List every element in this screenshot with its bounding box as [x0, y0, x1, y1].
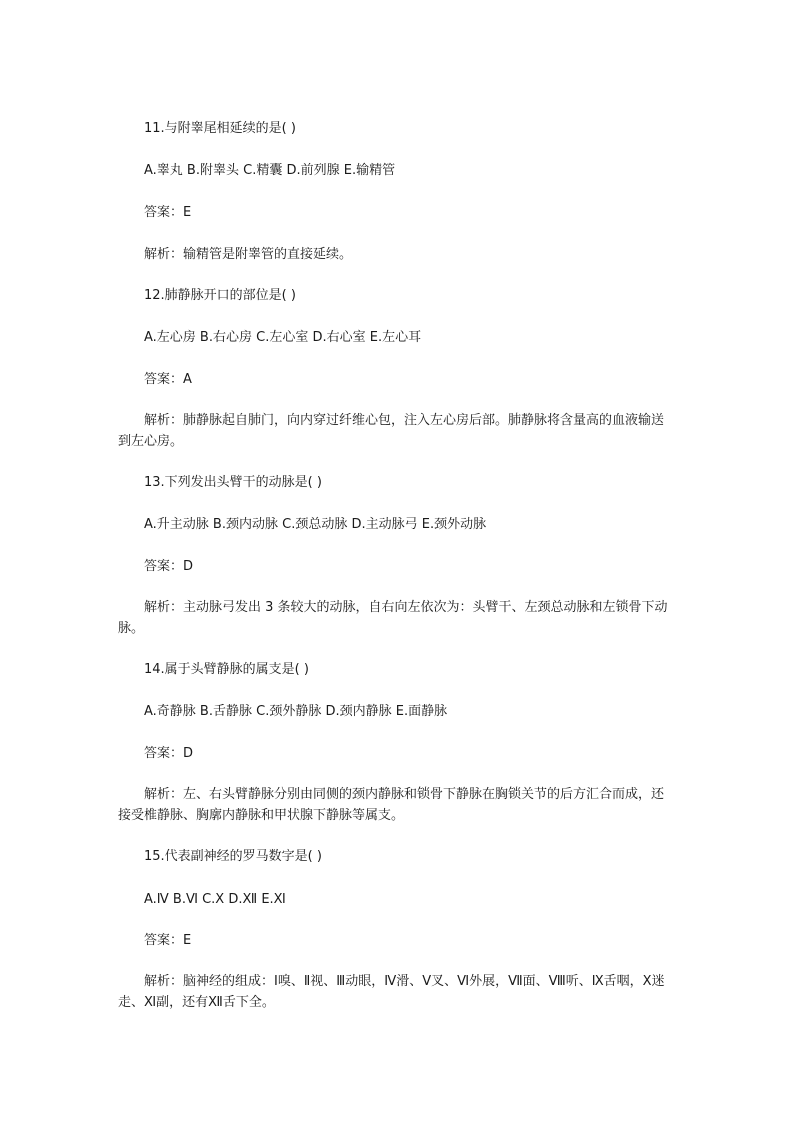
question-answer: 答案：D	[144, 559, 194, 574]
question-analysis: 解析：脑神经的组成：Ⅰ嗅、Ⅱ视、Ⅲ动眼，Ⅳ滑、Ⅴ叉、Ⅵ外展，Ⅶ面、Ⅷ听、Ⅸ舌咽，Ⅹ迷走、Ⅺ副，还有Ⅻ舌下全。	[118, 974, 665, 1010]
question-options: A.睾丸 B.附睾头 C.精囊 D.前列腺 E.输精管	[144, 163, 396, 178]
question-answer: 答案：E	[144, 933, 192, 948]
question-answer: 答案：E	[144, 205, 192, 220]
question-options: A.左心房 B.右心房 C.左心室 D.右心室 E.左心耳	[144, 330, 422, 345]
question-stem: 11.与附睾尾相延续的是( )	[144, 121, 296, 136]
question-answer: 答案：A	[144, 372, 192, 387]
question-stem: 14.属于头臂静脉的属支是( )	[144, 662, 309, 677]
question-answer: 答案：D	[144, 746, 194, 761]
question-options: A.Ⅳ B.Ⅵ C.Ⅹ D.Ⅻ E.Ⅺ	[144, 892, 286, 907]
question-stem: 13.下列发出头臂干的动脉是( )	[144, 475, 322, 490]
question-analysis: 解析：主动脉弓发出 3 条较大的动脉，自右向左依次为：头臂干、左颈总动脉和左锁骨下动脉。	[118, 600, 668, 636]
question-analysis: 解析：输精管是附睾管的直接延续。	[144, 247, 353, 262]
question-analysis: 解析：左、右头臂静脉分别由同侧的颈内静脉和锁骨下静脉在胸锁关节的后方汇合而成，还接受椎静脉、胸廓内静脉和甲状腺下静脉等属支。	[118, 787, 665, 823]
question-stem: 15.代表副神经的罗马数字是( )	[144, 849, 322, 864]
question-options: A.奇静脉 B.舌静脉 C.颈外静脉 D.颈内静脉 E.面静脉	[144, 704, 448, 719]
question-stem: 12.肺静脉开口的部位是( )	[144, 288, 296, 303]
question-options: A.升主动脉 B.颈内动脉 C.颈总动脉 D.主动脉弓 E.颈外动脉	[144, 517, 487, 532]
question-analysis: 解析：肺静脉起自肺门，向内穿过纤维心包，注入左心房后部。肺静脉将含量高的血液输送到左心房。	[118, 413, 665, 449]
